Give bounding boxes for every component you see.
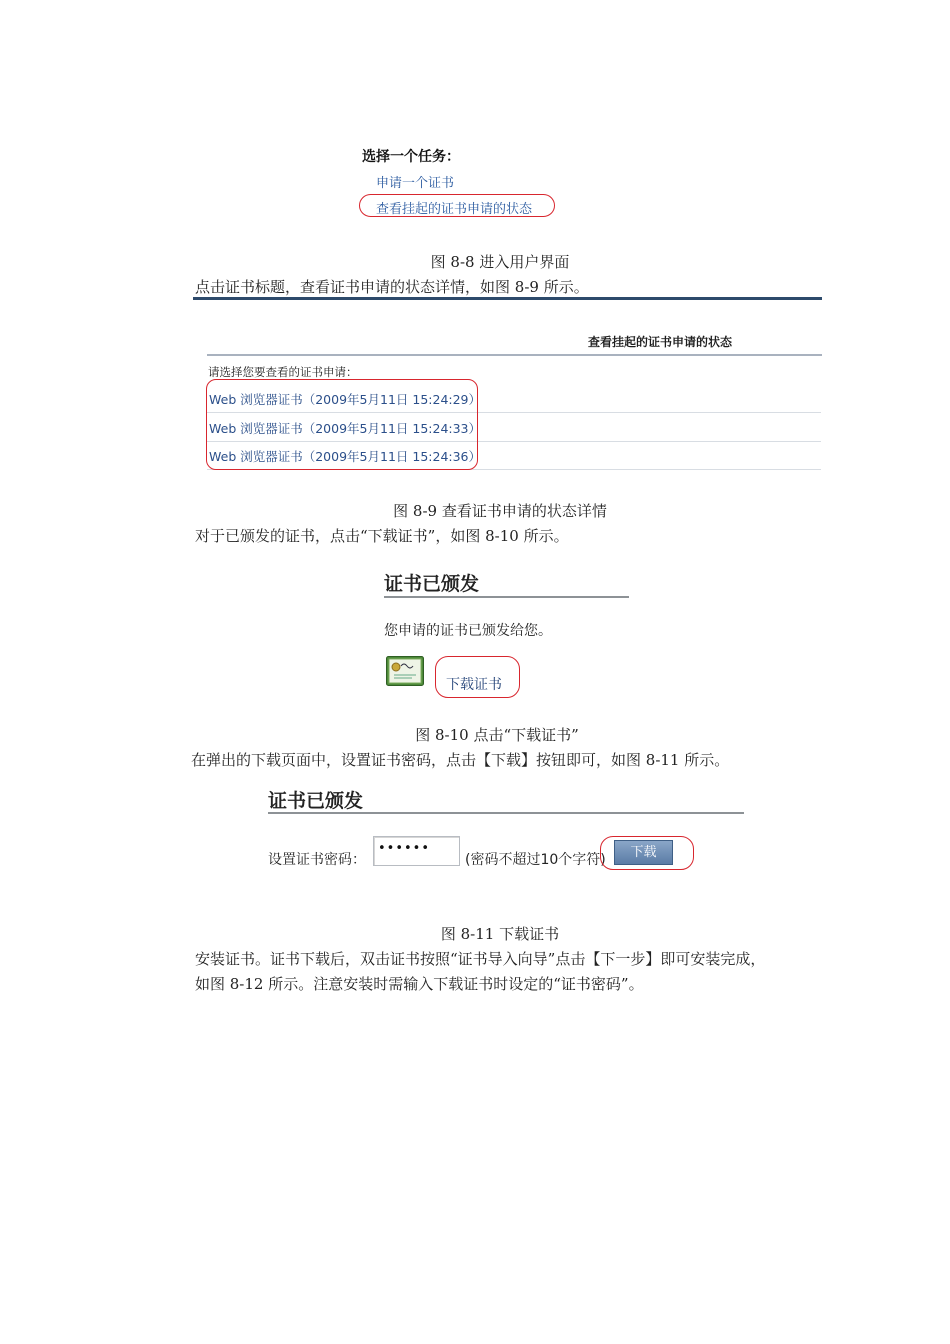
password-hint: (密码不超过10个字符): [465, 852, 606, 868]
request-link[interactable]: Web 浏览器证书（2009年5月11日 15:24:33）: [209, 421, 482, 436]
task-heading: 选择一个任务：: [362, 149, 460, 165]
paragraph-2: 对于已颁发的证书，点击“下载证书”，如图 8-10 所示。: [195, 527, 569, 545]
password-input[interactable]: [373, 836, 460, 866]
request-link[interactable]: Web 浏览器证书（2009年5月11日 15:24:29）: [209, 392, 482, 407]
caption-fig-8-8: 图 8-8 进入用户界面: [430, 253, 570, 271]
pending-status-title: 查看挂起的证书申请的状态: [588, 335, 733, 349]
download-certificate-link[interactable]: 下载证书: [446, 677, 502, 693]
password-label: 设置证书密码：: [268, 852, 366, 868]
paragraph-1: 点击证书标题，查看证书申请的状态详情，如图 8-9 所示。: [195, 278, 589, 296]
title-underline: [268, 812, 744, 814]
paragraph-4-line-1: 安装证书。证书下载后，双击证书按照“证书导入向导”点击【下一步】即可安装完成，: [195, 950, 766, 968]
caption-fig-8-9: 图 8-9 查看证书申请的状态详情: [393, 502, 607, 520]
highlight-ring: [359, 194, 555, 217]
issued-title: 证书已颁发: [268, 790, 364, 812]
issued-title: 证书已颁发: [384, 573, 480, 595]
issued-message: 您申请的证书已颁发给您。: [384, 623, 552, 639]
request-link[interactable]: Web 浏览器证书（2009年5月11日 15:24:36）: [209, 449, 482, 464]
caption-fig-8-11: 图 8-11 下载证书: [440, 925, 560, 943]
view-pending-status-link[interactable]: 查看挂起的证书申请的状态: [376, 202, 533, 217]
select-request-prompt: 请选择您要查看的证书申请：: [208, 365, 358, 379]
download-button[interactable]: 下载: [614, 840, 673, 865]
paragraph-3: 在弹出的下载页面中，设置证书密码，点击【下载】按钮即可，如图 8-11 所示。: [191, 751, 730, 769]
highlight-ring: [600, 836, 694, 870]
apply-certificate-link[interactable]: 申请一个证书: [376, 176, 455, 191]
highlight-ring: [206, 379, 478, 470]
title-underline: [384, 596, 629, 598]
paragraph-4-line-2: 如图 8-12 所示。注意安装时需输入下载证书时设定的“证书密码”。: [195, 975, 644, 993]
caption-fig-8-10: 图 8-10 点击“下载证书”: [415, 726, 579, 744]
password-dots: ••••••: [378, 841, 431, 856]
section-rule: [193, 297, 822, 300]
certificate-icon: [386, 656, 424, 686]
title-underline: [207, 354, 822, 356]
highlight-ring: [435, 656, 520, 698]
